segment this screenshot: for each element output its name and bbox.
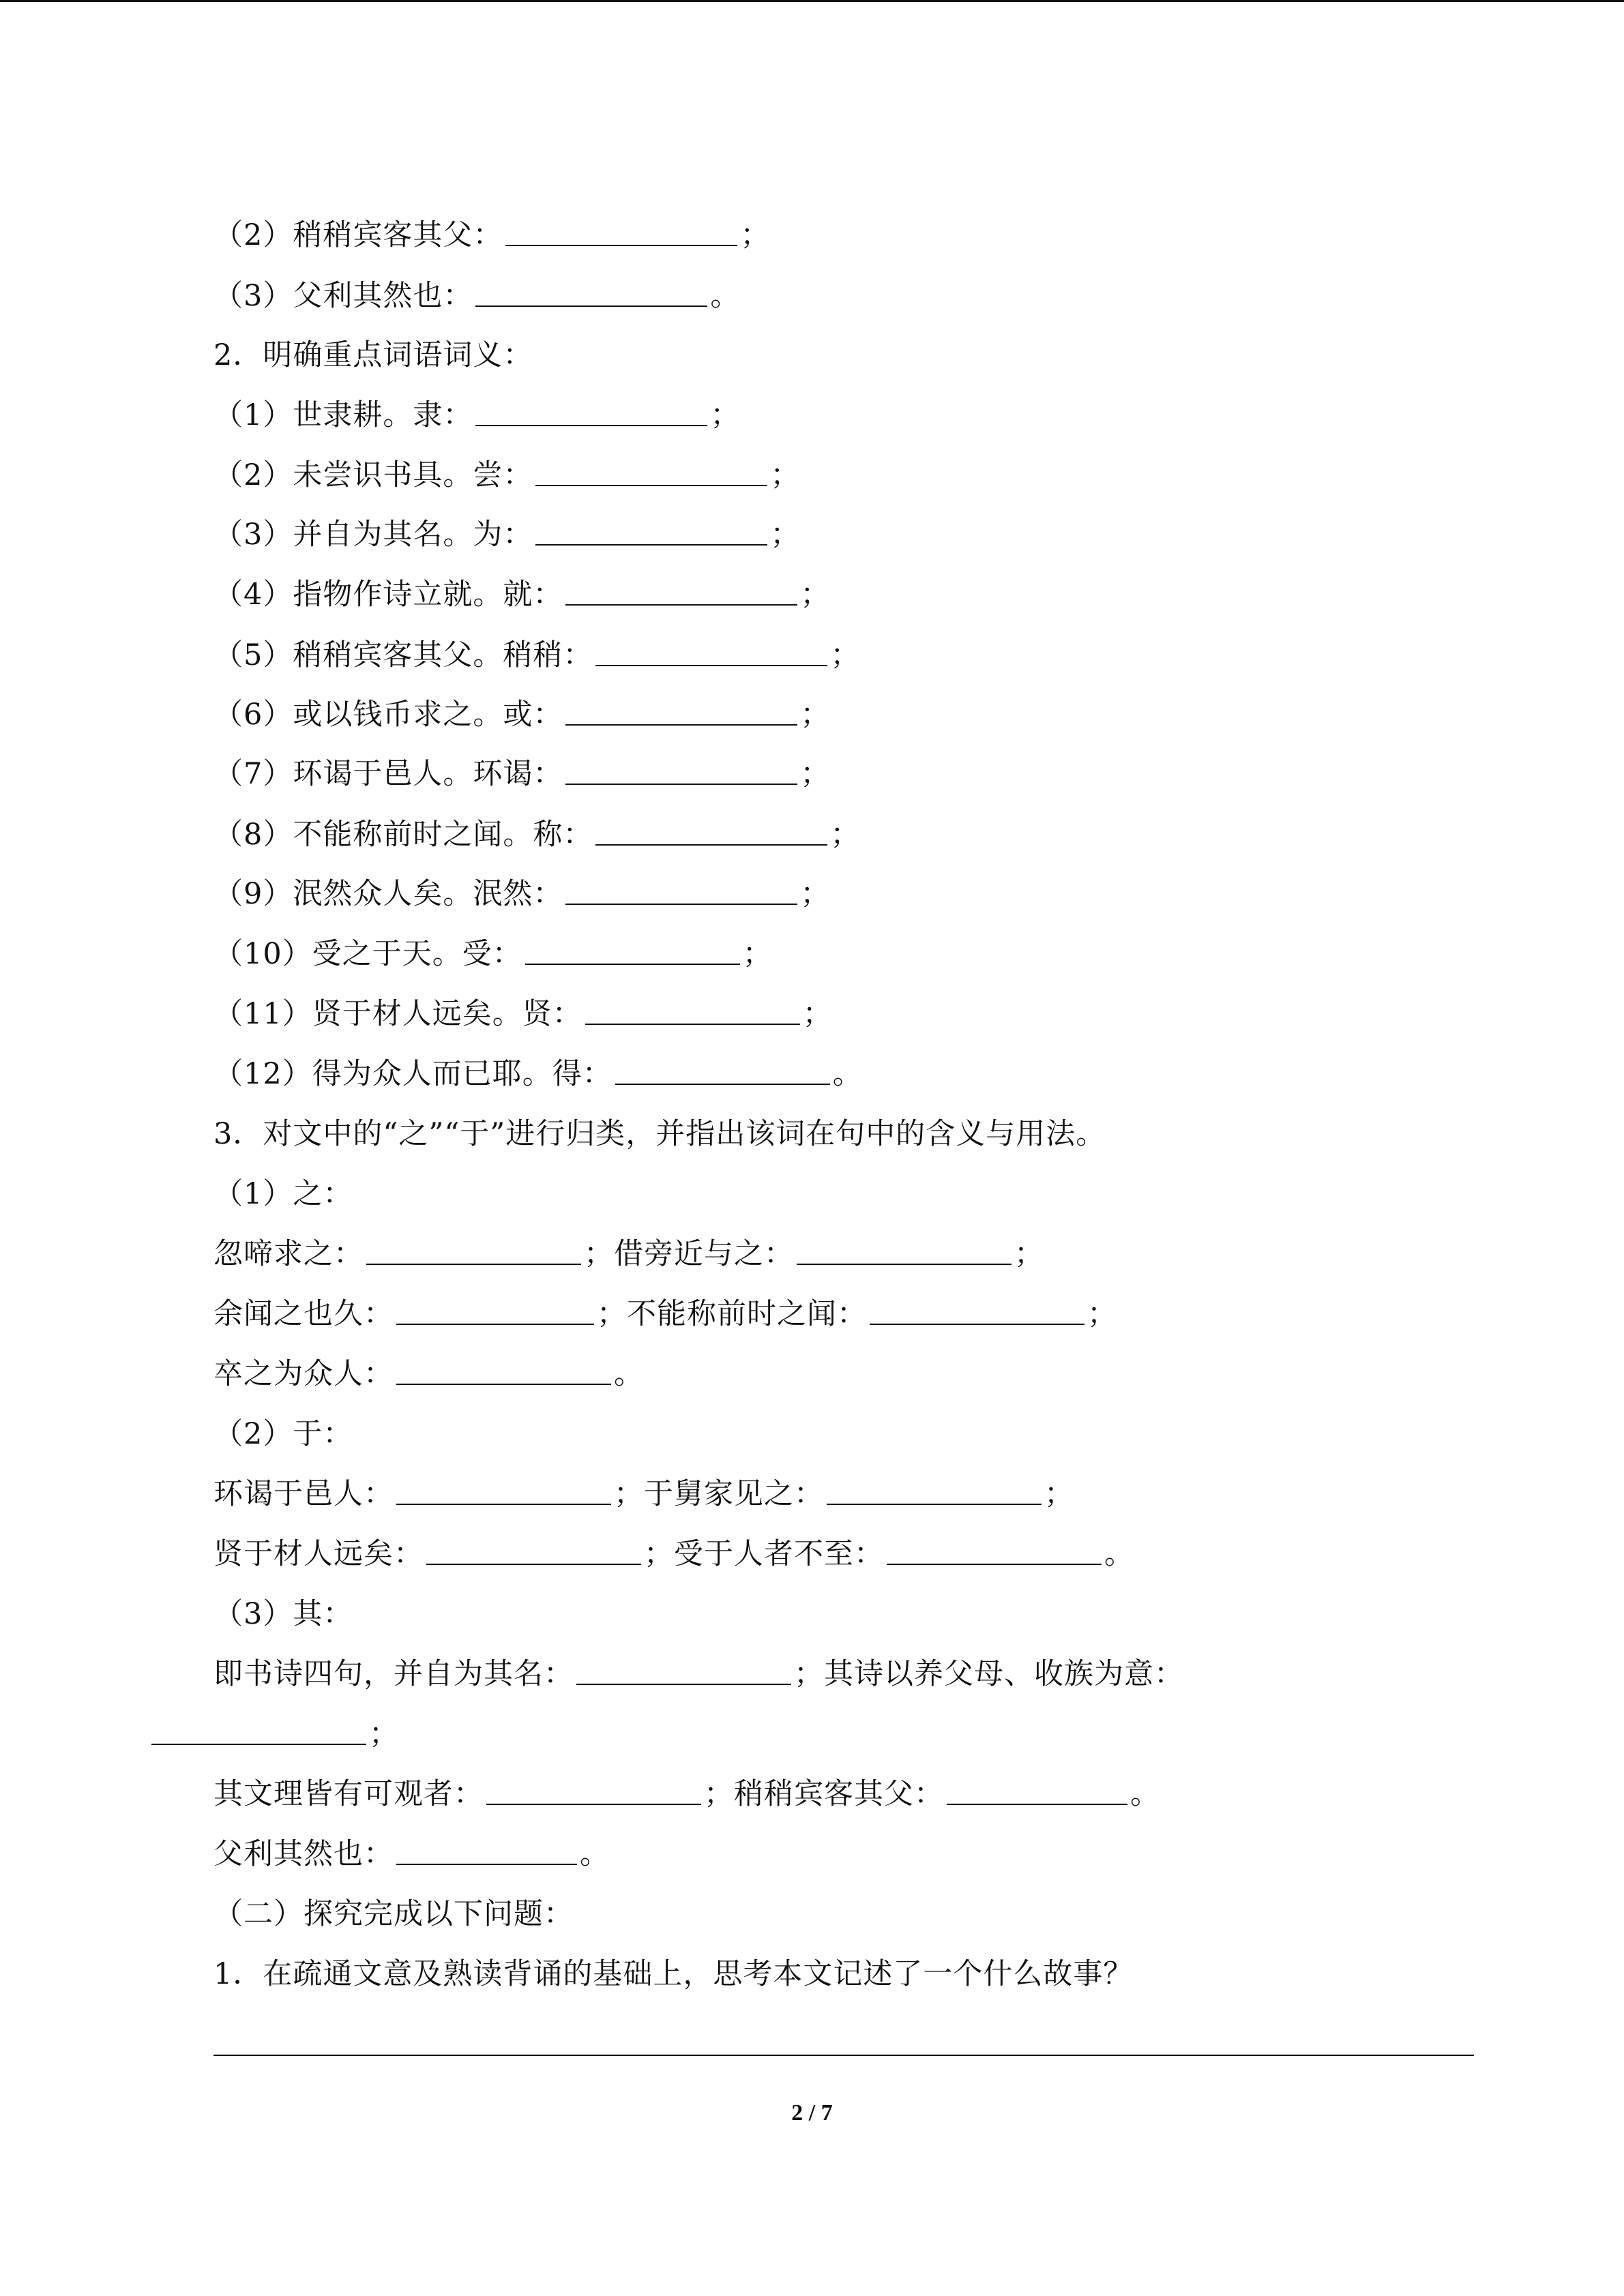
- vocab-item-3: （3）并自为其名。为： ；: [213, 518, 801, 552]
- qi-row-1-continued: ；: [149, 1716, 399, 1753]
- yu-row-2: 贤于材人远矣： ；受于人者不至： 。: [213, 1537, 1134, 1571]
- answer-blank[interactable]: [505, 218, 737, 246]
- section-heading-2: 2．明确重点词语词义：: [213, 338, 533, 372]
- qi-row-1: 即书诗四句，并自为其名： ；其诗以养父母、收族为意：: [213, 1657, 1184, 1691]
- yu-row-1: 环谒于邑人： ；于舅家见之： ；: [213, 1477, 1074, 1511]
- zhi-row-2: 余闻之也久： ；不能称前时之闻： ；: [213, 1297, 1117, 1331]
- answer-blank[interactable]: [396, 1296, 594, 1325]
- vocab-item-5: （5）稍稍宾客其父。稍稍： ；: [213, 638, 861, 672]
- vocab-item-12: （12）得为众人而已耶。得： 。: [213, 1057, 863, 1091]
- answer-blank[interactable]: [565, 876, 797, 905]
- answer-blank[interactable]: [615, 1056, 830, 1085]
- vocab-item-10: （10）受之于天。受： ；: [213, 937, 773, 971]
- answer-line[interactable]: [213, 2055, 1474, 2056]
- line-fu-li-qi-ran: （3）父利其然也： 。: [213, 279, 741, 313]
- answer-blank[interactable]: [887, 1536, 1102, 1565]
- subheading-qi: （3）其：: [213, 1597, 353, 1631]
- qi-row-2: 其文理皆有可观者： ；稍稍宾客其父： 。: [213, 1777, 1160, 1811]
- vocab-item-2: （2）未尝识书具。尝： ；: [213, 458, 801, 492]
- answer-blank[interactable]: [396, 1476, 611, 1505]
- vocab-item-1: （1）世隶耕。隶： ；: [213, 398, 741, 432]
- answer-blank[interactable]: [565, 756, 797, 785]
- line-shaoshao-binke: （2）稍稍宾客其父： ；: [213, 218, 771, 252]
- answer-blank[interactable]: [475, 278, 707, 307]
- answer-blank[interactable]: [535, 517, 767, 546]
- answer-blank[interactable]: [366, 1236, 581, 1265]
- answer-blank[interactable]: [426, 1536, 641, 1565]
- vocab-item-11: （11）贤于材人远矣。贤： ；: [213, 997, 833, 1031]
- page-number: 2 / 7: [791, 2100, 833, 2126]
- answer-blank[interactable]: [396, 1836, 577, 1865]
- zhi-row-1: 忽啼求之： ；借旁近与之： ；: [213, 1237, 1044, 1271]
- answer-blank[interactable]: [525, 936, 740, 965]
- answer-blank[interactable]: [475, 398, 707, 426]
- answer-blank[interactable]: [396, 1356, 611, 1385]
- qi-row-3: 父利其然也： 。: [213, 1837, 610, 1871]
- vocab-item-4: （4）指物作诗立就。就： ；: [213, 578, 831, 612]
- answer-blank[interactable]: [947, 1776, 1127, 1805]
- vocab-item-8: （8）不能称前时之闻。称： ；: [213, 818, 861, 852]
- vocab-item-6: （6）或以钱币求之。或： ；: [213, 698, 831, 732]
- vocab-item-9: （9）泯然众人矣。泯然： ；: [213, 877, 831, 911]
- question-1: 1．在疏通文意及熟读背诵的基础上，思考本文记述了一个什么故事？: [213, 1957, 1134, 1991]
- subheading-zhi: （1）之：: [213, 1177, 353, 1211]
- answer-blank[interactable]: [565, 577, 797, 606]
- section-heading-explore: （二）探究完成以下问题：: [213, 1897, 574, 1931]
- subheading-yu: （2）于：: [213, 1417, 353, 1451]
- top-border: [0, 0, 1624, 2]
- answer-blank[interactable]: [565, 697, 797, 726]
- answer-blank[interactable]: [151, 1716, 366, 1745]
- section-heading-3: 3．对文中的“之”“于”进行归类，并指出该词在句中的含义与用法。: [213, 1117, 1106, 1151]
- vocab-item-7: （7）环谒于邑人。环谒： ；: [213, 757, 831, 791]
- answer-blank[interactable]: [595, 817, 827, 846]
- answer-blank[interactable]: [576, 1656, 791, 1685]
- answer-blank[interactable]: [486, 1776, 701, 1805]
- answer-blank[interactable]: [595, 638, 827, 666]
- answer-blank[interactable]: [870, 1296, 1084, 1325]
- answer-blank[interactable]: [585, 996, 800, 1025]
- answer-blank[interactable]: [797, 1236, 1012, 1265]
- answer-blank[interactable]: [827, 1476, 1042, 1505]
- answer-blank[interactable]: [535, 458, 767, 486]
- zhi-row-3: 卒之为众人： 。: [213, 1357, 644, 1391]
